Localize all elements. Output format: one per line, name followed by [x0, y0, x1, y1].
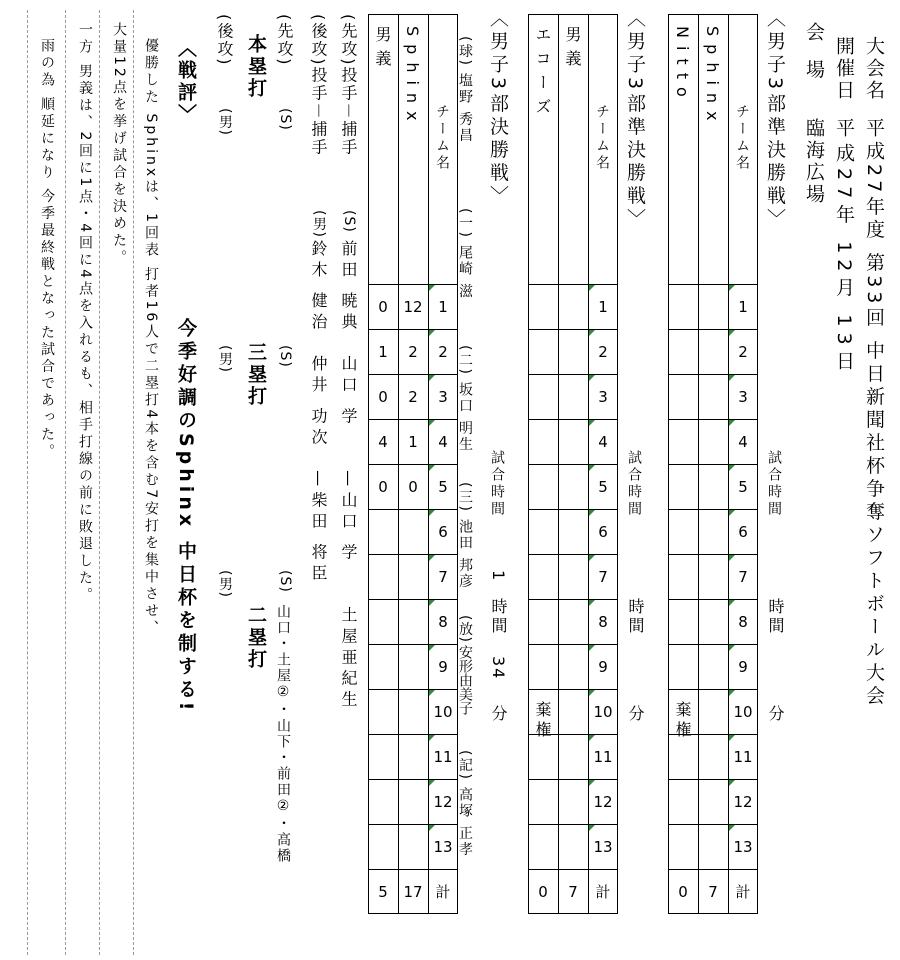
battery-second-label: (後攻)投手－捕手 — [309, 14, 328, 157]
inning-label: 3 — [438, 387, 448, 406]
score-cell: 0 — [378, 387, 388, 406]
inning-label: 12 — [593, 792, 613, 811]
total-cell: 7 — [708, 882, 718, 901]
forfeit-note: 棄権 — [533, 701, 552, 741]
triple-team-m: (男) — [217, 345, 233, 373]
score-cell: 12 — [403, 297, 423, 316]
scorer-name: 安形由美子 — [457, 645, 473, 715]
total-cell: 5 — [378, 882, 388, 901]
inning-label: 5 — [438, 477, 448, 496]
cell-marker — [429, 780, 435, 786]
inning-label: 13 — [593, 837, 613, 856]
venue-label: 会 場 — [803, 22, 825, 85]
umpire-first: (一) 尾崎 滋 — [457, 208, 473, 300]
review-line1: 優勝した Sphinxは、1回表 打者16人で二塁打4本を含む7安打を集中させ、 — [143, 38, 159, 638]
team-name: エコーズ — [533, 26, 552, 122]
cell-marker — [429, 690, 435, 696]
hr-label: 本塁打 — [245, 34, 267, 100]
cell-marker — [429, 645, 435, 651]
inning-label: 6 — [438, 522, 448, 541]
game-time-min-unit: 分 — [626, 705, 645, 723]
cell-marker — [429, 825, 435, 831]
score-cell: 0 — [378, 297, 388, 316]
game-time-label: 試合時間 — [766, 450, 782, 518]
team-header: チーム名 — [594, 104, 610, 172]
tournament-name: 平成27年度 第33回 中日新聞社杯争奪ソフトボール大会 — [863, 118, 885, 709]
inning-label: 13 — [733, 837, 753, 856]
inning-label: 12 — [733, 792, 753, 811]
inning-label: 3 — [598, 387, 608, 406]
triple-label: 三塁打 — [245, 342, 267, 408]
game-time-hour-unit: 時間 — [766, 598, 785, 636]
team-name: Sphinx — [403, 26, 422, 129]
total-cell: 0 — [538, 882, 548, 901]
total-cell: 0 — [678, 882, 688, 901]
inning-label: 8 — [738, 612, 748, 631]
tournament-label: 大会名 — [863, 36, 885, 102]
inning-label: 9 — [598, 657, 608, 676]
inning-label: 10 — [733, 702, 753, 721]
battery-first-label: (先攻)投手－捕手 — [339, 14, 358, 157]
inning-label: 10 — [433, 702, 453, 721]
score-cell: 0 — [408, 477, 418, 496]
inning-label: 4 — [738, 432, 748, 451]
inning-label: 4 — [438, 432, 448, 451]
review-line4: 雨の為 順延になり 今季最終戦となった試合であった。 — [39, 38, 55, 461]
total-label: 計 — [595, 883, 611, 901]
inning-label: 9 — [738, 657, 748, 676]
score-cell: 1 — [378, 342, 388, 361]
review-line2: 大量12点を挙げ試合を決めた。 — [111, 22, 127, 267]
inning-label: 9 — [438, 657, 448, 676]
inning-label: 2 — [438, 342, 448, 361]
inning-label: 10 — [593, 702, 613, 721]
game-time-label: 試合時間 — [626, 450, 642, 518]
game-time-hour-unit: 時間 — [626, 598, 645, 636]
team-header: チーム名 — [434, 104, 450, 172]
date-label: 開催日 — [833, 36, 855, 102]
cell-marker — [429, 510, 435, 516]
total-label: 計 — [435, 883, 451, 901]
double-names: 山口・土屋②・山下・前田②・高橋 — [275, 604, 291, 864]
battery-first-team: (S) — [341, 210, 357, 233]
triple-team-s: (S) — [277, 345, 293, 368]
total-cell: 17 — [403, 882, 423, 901]
date-value: 平成27年 12月 13日 — [833, 118, 855, 376]
total-label: 計 — [735, 883, 751, 901]
hits-first-label: (先攻) — [275, 14, 294, 67]
umpire-chief: (球) 塩野 秀昌 — [457, 36, 473, 144]
inning-label: 2 — [738, 342, 748, 361]
inning-label: 6 — [598, 522, 608, 541]
game-time-hours: 1 — [489, 570, 508, 583]
team-header: チーム名 — [734, 104, 750, 172]
inning-label: 1 — [598, 297, 608, 316]
team-name: 男義 — [373, 26, 392, 74]
venue-value: 臨海広場 — [803, 118, 825, 206]
score-cell: 0 — [378, 477, 388, 496]
recorder: (記) 高塚 正孝 — [457, 750, 473, 858]
team-name: Sphinx — [703, 26, 722, 129]
team-name: 男義 — [563, 26, 582, 74]
inning-label: 1 — [738, 297, 748, 316]
inning-label: 5 — [738, 477, 748, 496]
inning-label: 11 — [733, 747, 753, 766]
cell-marker — [429, 600, 435, 606]
score-cell: 1 — [408, 432, 418, 451]
hr-team-m: (男) — [217, 108, 233, 136]
game-title: 〈男子3部準決勝戦〉 — [624, 8, 646, 232]
inning-label: 7 — [598, 567, 608, 586]
game-title: 〈男子3部決勝戦〉 — [487, 8, 509, 209]
cell-marker — [429, 420, 435, 426]
game-time-hour-unit: 時間 — [489, 598, 508, 636]
score-cell: 2 — [408, 387, 418, 406]
hits-second-label: (後攻) — [215, 14, 234, 67]
inning-label: 6 — [738, 522, 748, 541]
team-name: Nitto — [673, 26, 692, 105]
inning-label: 7 — [738, 567, 748, 586]
double-team-s: (S) — [277, 570, 293, 593]
inning-label: 11 — [593, 747, 613, 766]
cell-marker — [429, 555, 435, 561]
umpire-third: (三) 池田 邦彦 — [457, 482, 473, 590]
inning-label: 7 — [438, 567, 448, 586]
review-headline: 今季好調のSphinx 中日杯を制する! — [175, 318, 197, 715]
battery-first-names: 前田 暁典 山口 学 —山口 学 土屋亜紀生 — [339, 240, 358, 712]
double-label: 二塁打 — [245, 605, 267, 671]
inning-label: 4 — [598, 432, 608, 451]
review-line3: 一方 男義は、2回に1点・4回に4点を入れるも、相手打線の前に敗退した。 — [77, 22, 93, 605]
double-team-m: (男) — [217, 570, 233, 598]
game-title: 〈男子3部準決勝戦〉 — [764, 8, 786, 232]
inning-label: 13 — [433, 837, 453, 856]
total-cell: 7 — [568, 882, 578, 901]
inning-label: 8 — [598, 612, 608, 631]
inning-label: 2 — [598, 342, 608, 361]
cell-marker — [429, 735, 435, 741]
inning-label: 12 — [433, 792, 453, 811]
game-time-min-unit: 分 — [489, 705, 508, 723]
game-time-label: 試合時間 — [489, 450, 505, 518]
inning-label: 11 — [433, 747, 453, 766]
scorer-tag: (放) — [457, 615, 473, 643]
inning-label: 3 — [738, 387, 748, 406]
game-time-min-unit: 分 — [766, 705, 785, 723]
score-cell: 2 — [408, 342, 418, 361]
umpire-second: (二) 坂口 明生 — [457, 345, 473, 453]
forfeit-note: 棄権 — [673, 701, 692, 741]
cell-marker — [429, 285, 435, 291]
inning-label: 5 — [598, 477, 608, 496]
game-time-minutes: 34 — [489, 656, 508, 681]
review-heading: 〈戦評〉 — [175, 38, 197, 126]
score-cell: 4 — [378, 432, 388, 451]
cell-marker — [429, 375, 435, 381]
battery-second-team: (男) — [311, 210, 327, 238]
hr-team-s: (S) — [277, 108, 293, 131]
inning-label: 8 — [438, 612, 448, 631]
battery-second-names: 鈴木 健治 仲井 功次 —柴田 将臣 — [309, 240, 328, 586]
cell-marker — [429, 330, 435, 336]
inning-label: 1 — [438, 297, 448, 316]
cell-marker — [429, 465, 435, 471]
